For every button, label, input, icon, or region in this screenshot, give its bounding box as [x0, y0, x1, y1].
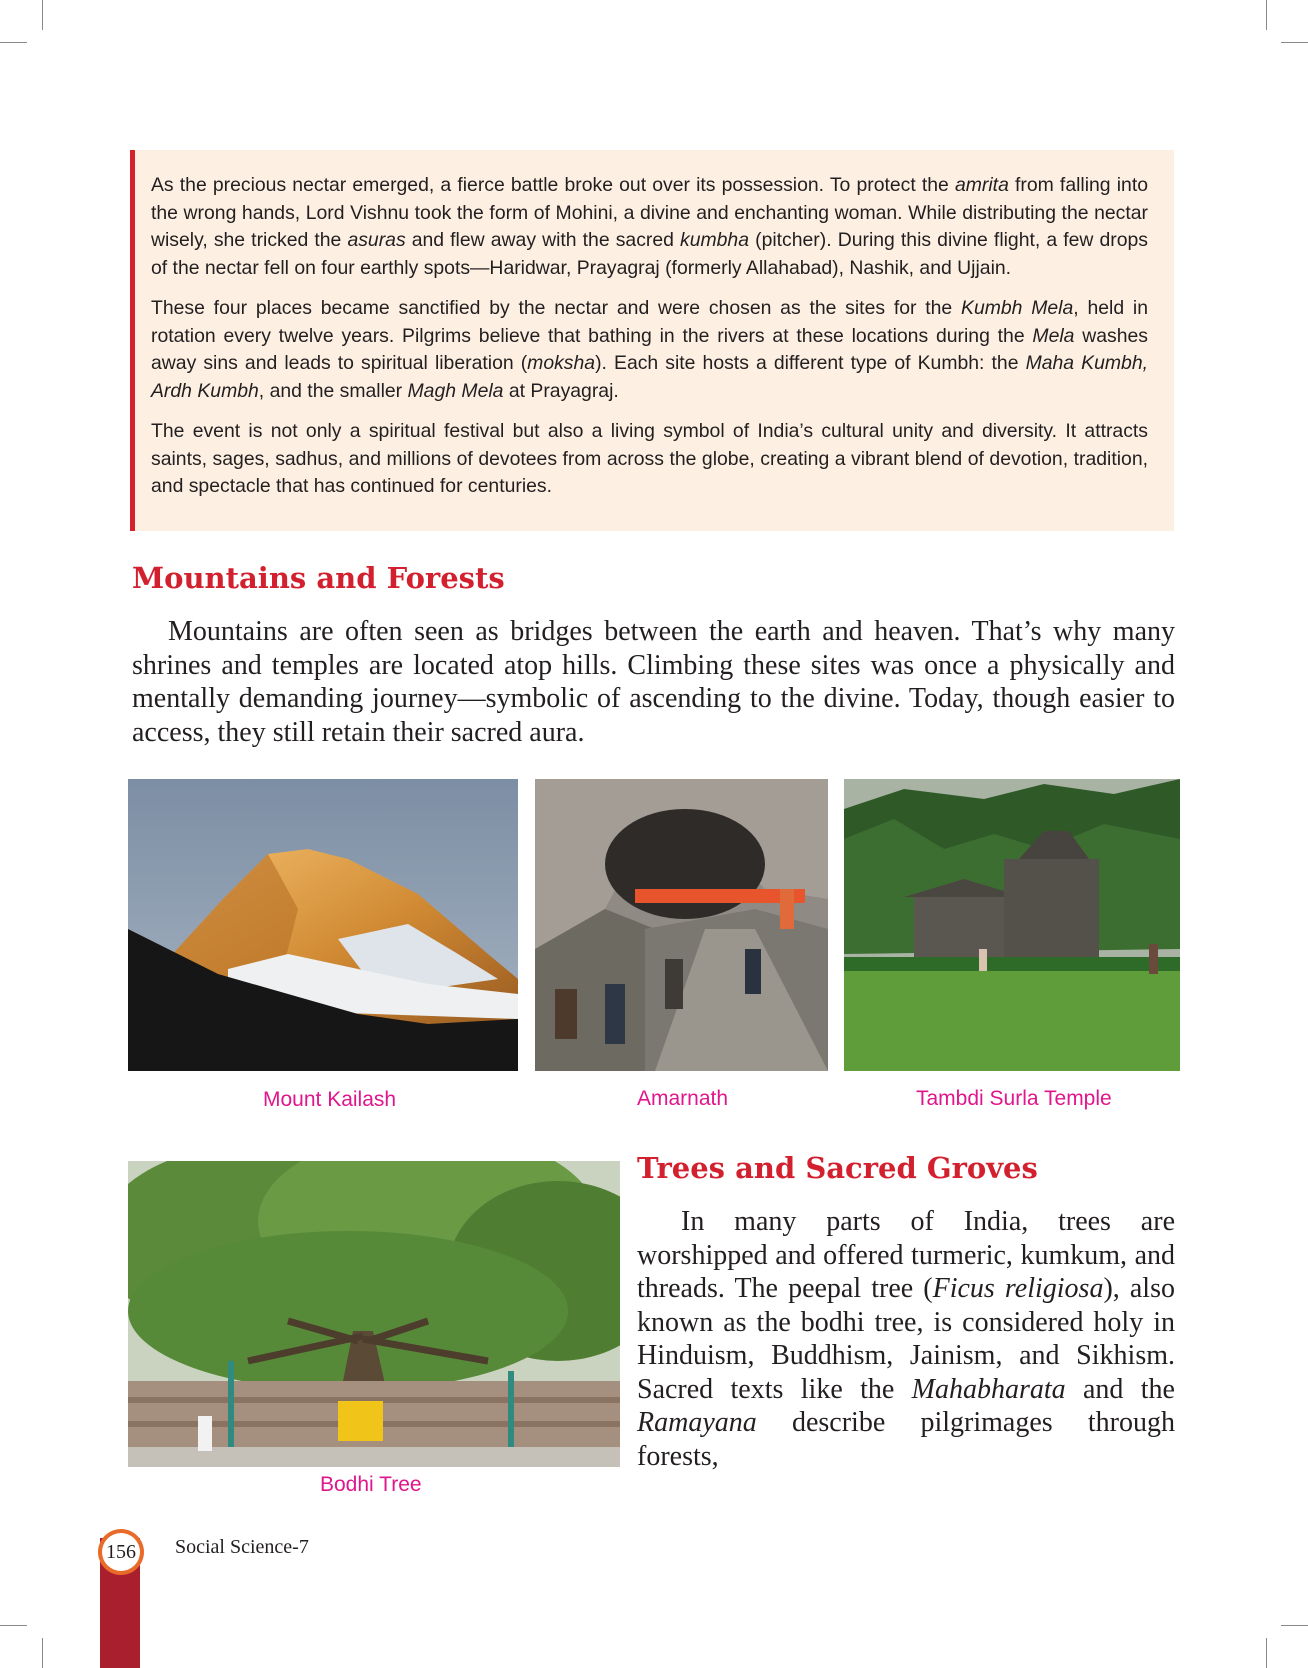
mountains-paragraph: Mountains are often seen as bridges between the earth and heaven. That’s why many shrines and temples are located atop hills. Climbing these sites was once a physically and mentally demanding journey—symbolic of ascending to the divine. Today, though easier to access, they still retain their sacred aura.	[132, 616, 1175, 748]
crop-mark	[42, 1638, 43, 1668]
crop-mark	[42, 0, 43, 30]
box-paragraph-3: The event is not only a spiritual festival but also a living symbol of India’s cultural unity and diversity. It attracts saints, sages, sadhus, and millions of devotees from across the globe, creating a vibrant blend of devotion, tradition, and spectacle that has continued for centuries.	[151, 420, 1148, 497]
italic-term: kumbha	[680, 229, 750, 251]
book-title: Social Science-7	[175, 1536, 309, 1558]
mount-kailash-photo	[128, 779, 518, 1071]
crop-mark	[1281, 1625, 1308, 1626]
section-heading-trees: Trees and Sacred Groves	[637, 1151, 1038, 1185]
italic-term: Magh Mela	[407, 379, 504, 402]
crop-mark	[1281, 42, 1308, 43]
italic-term: Mahabharata	[911, 1373, 1066, 1405]
italic-term: Maha Kumbh, Ardh Kumbh	[151, 352, 1148, 402]
trees-paragraph: In many parts of India, trees are worshipped and offered turmeric, kumkum, and threads. The peepal tree (Ficus religiosa), also known as the bodhi tree, is considered holy in Hinduism, Buddhism, Jainism, and Sikhism. Sacred texts like the Mahabharata and the Ramayana describe pilgrimages through forests,	[637, 1206, 1175, 1472]
box-paragraph-2: These four places became sanctified by the nectar and were chosen as the sites for the Kumbh Mela, held in rotation every twelve years. Pilgrims believe that bathing in the rivers at these locations during the Mela washes away sins and leads to spiritual liberation (moksha). Each site hosts a different type of Kumbh: the Maha Kumbh, Ardh Kumbh, and the smaller Magh Mela at Prayagraj.	[151, 297, 1148, 402]
tambdi-surla-temple-photo	[844, 779, 1180, 1071]
crop-mark	[1266, 1638, 1267, 1668]
caption-tambdi-surla-temple: Tambdi Surla Temple	[916, 1087, 1112, 1110]
italic-term: Ficus religiosa	[932, 1273, 1104, 1304]
crop-mark	[1266, 0, 1267, 30]
crop-mark	[0, 42, 27, 43]
italic-term: Ramayana	[637, 1407, 757, 1438]
page-number-circle	[102, 1533, 140, 1571]
italic-term: Kumbh Mela	[961, 297, 1074, 319]
bodhi-tree-photo	[128, 1161, 620, 1467]
crop-mark	[0, 1625, 27, 1626]
italic-term: moksha	[527, 352, 596, 374]
italic-term: Mela	[1032, 324, 1075, 347]
box-paragraph-1: As the precious nectar emerged, a fierce battle broke out over its possession. To protect the amrita from falling into the wrong hands, Lord Vishnu took the form of Mohini, a divine and enchanting woman. While distributing the nectar wisely, she tricked the asuras and flew away with the sacred kumbha (pitcher). During this divine flight, a few drops of the nectar fell on four earthly spots—Haridwar, Prayagraj (formerly Allahabad), Nashik, and Ujjain.	[151, 174, 1149, 279]
italic-term: asuras	[347, 229, 406, 251]
caption-mount-kailash: Mount Kailash	[263, 1088, 397, 1111]
caption-amarnath: Amarnath	[637, 1087, 729, 1110]
caption-bodhi-tree: Bodhi Tree	[320, 1473, 422, 1496]
amarnath-photo	[535, 779, 828, 1071]
italic-term: amrita	[954, 174, 1009, 196]
section-heading-mountains: Mountains and Forests	[132, 561, 505, 595]
page-number: 156	[106, 1540, 136, 1563]
kumbh-story-box	[130, 150, 1174, 531]
